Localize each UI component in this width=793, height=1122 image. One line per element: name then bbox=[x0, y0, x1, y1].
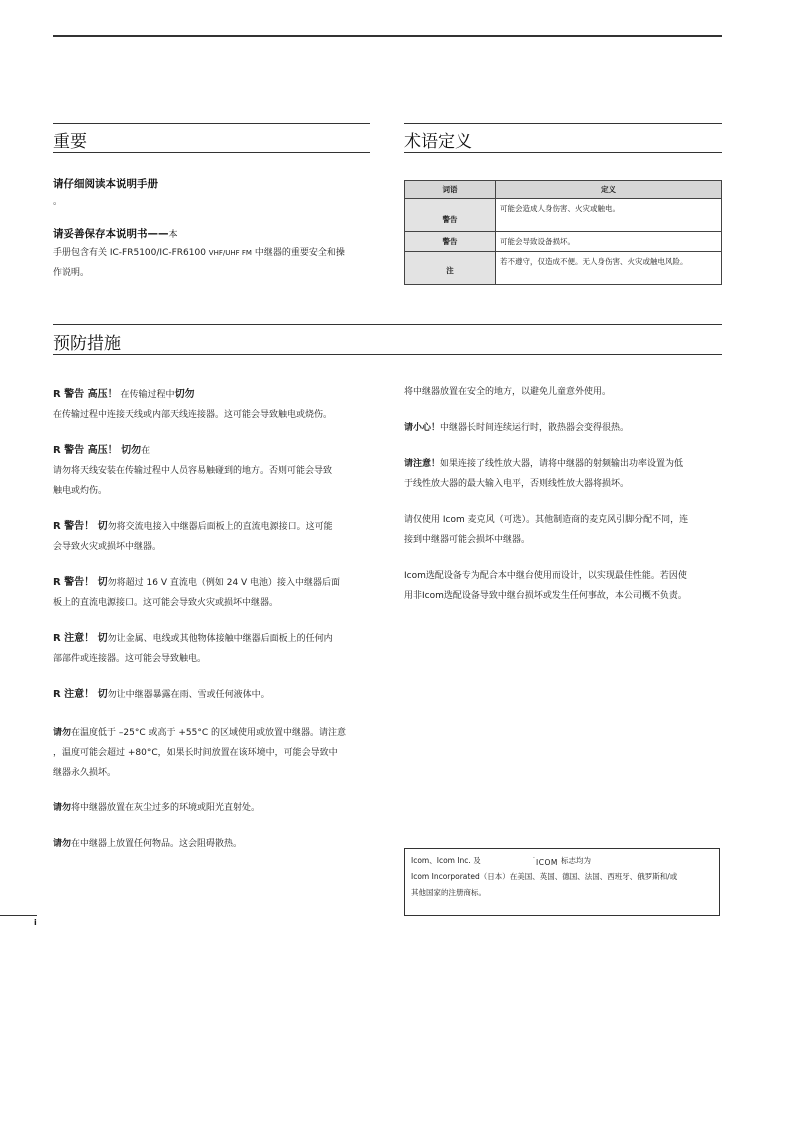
terms-row-term: 警告 bbox=[405, 232, 496, 252]
important-heading-2-tail: 本 bbox=[168, 230, 178, 240]
precaution-right-1 bbox=[404, 382, 724, 402]
precaution-item-1-lead3: 切勿 bbox=[174, 389, 195, 400]
precaution-item-5-lead: R 注意！ 切 bbox=[53, 633, 108, 644]
precaution-item-3-lead2: 勿将交流电接入中继器后面板上的直流电源接口。这可能 bbox=[107, 522, 333, 532]
icom-logo bbox=[533, 855, 558, 867]
icom-logo-mark-icon: · bbox=[533, 855, 536, 862]
precaution-note-2-bold: 请勿 bbox=[53, 803, 72, 813]
precaution-note-1-l1: 在温度低于 –25°C 或高于 +55°C 的区域使用或放置中继器。请注意 bbox=[71, 728, 346, 738]
precaution-right-3-bold: 请注意！ bbox=[404, 459, 441, 469]
terms-row bbox=[405, 199, 722, 232]
terms-row-term: 警告 bbox=[405, 199, 496, 232]
precaution-right-2-bold: 请小心！ bbox=[404, 423, 441, 433]
important-para-2a: 手册包含有关 IC-FR5100/IC-FR6100 bbox=[53, 248, 209, 258]
precaution-right-4 bbox=[404, 510, 724, 550]
precaution-right-5-l2: 用非Icom选配设备导致中继台损坏或发生任何事故，本公司概不负责。 bbox=[404, 591, 687, 601]
precaution-item-2-lead: R 警告 高压！ 切勿 bbox=[53, 445, 142, 456]
precaution-item-2-line2: 触电或灼伤。 bbox=[53, 486, 108, 496]
important-para-2 bbox=[53, 243, 345, 263]
terms-table bbox=[404, 180, 722, 285]
precautions-top-rule bbox=[53, 324, 722, 325]
precaution-item-2 bbox=[53, 441, 373, 501]
important-para-2-line2: 作说明。 bbox=[53, 268, 90, 278]
precaution-right-2-l1: 中继器长时间连续运行时，散热器会变得很热。 bbox=[440, 423, 630, 433]
precaution-right-1-l1: 将中继器放置在安全的地方，以避免儿童意外使用。 bbox=[404, 387, 612, 397]
precaution-item-4-line2: 板上的直流电源接口。这可能会导致火灾或损坏中继器。 bbox=[53, 598, 279, 608]
terms-header-row bbox=[405, 181, 722, 199]
page-number: i bbox=[34, 918, 37, 927]
precaution-item-5-lead2: 勿让金属、电线或其他物体接触中继器后面板上的任何内 bbox=[107, 634, 333, 644]
precaution-item-3 bbox=[53, 517, 373, 557]
icom-logo-text: ICOM bbox=[536, 858, 558, 867]
precaution-note-2-l1: 将中继器放置在灰尘过多的环境或阳光直射处。 bbox=[71, 803, 261, 813]
precaution-right-4-l2: 接到中继器可能会损坏中继器。 bbox=[404, 535, 531, 545]
precaution-right-4-l1: 请仅使用 Icom 麦克风（可选）。其他制造商的麦克风引脚分配不同，连 bbox=[404, 515, 689, 525]
precaution-item-2-lead2: 在 bbox=[141, 446, 151, 456]
trademark-line-1a: Icom、Icom Inc. 及 bbox=[411, 856, 481, 865]
important-bottom-rule bbox=[53, 152, 370, 153]
precaution-item-6 bbox=[53, 685, 373, 705]
precaution-note-3-bold: 请勿 bbox=[53, 839, 72, 849]
precaution-item-6-lead2: 勿让中继器暴露在雨、雪或任何液体中。 bbox=[107, 690, 270, 700]
precaution-note-1 bbox=[53, 723, 373, 783]
important-heading-2 bbox=[53, 226, 178, 241]
terms-bottom-rule bbox=[404, 152, 722, 153]
page-number-rule bbox=[0, 915, 37, 916]
precaution-note-1-l2: ，温度可能会超过 +80°C，如果长时间放置在该环境中，可能会导致中 bbox=[53, 748, 338, 758]
precaution-item-6-lead: R 注意！ 切 bbox=[53, 689, 108, 700]
terms-row bbox=[405, 252, 722, 285]
precaution-item-4 bbox=[53, 573, 373, 613]
terms-row-def: 可能会造成人身伤害、火灾或触电。 bbox=[496, 199, 722, 232]
precaution-item-1 bbox=[53, 385, 373, 425]
important-heading-2-bold: 请妥善保存本说明书—— bbox=[53, 228, 169, 240]
important-para-2b: VHF/UHF FM bbox=[208, 249, 252, 257]
precaution-note-1-bold: 请勿 bbox=[53, 728, 72, 738]
precaution-right-3-l1: 如果连接了线性放大器，请将中继器的射频输出功率设置为低 bbox=[440, 459, 684, 469]
precaution-item-2-line1: 请勿将天线安装在传输过程中人员容易触碰到的地方。否则可能会导致 bbox=[53, 466, 333, 476]
precaution-right-2 bbox=[404, 418, 724, 438]
terms-title: 术语定义 bbox=[404, 132, 472, 152]
precautions-title: 预防措施 bbox=[53, 334, 121, 354]
trademark-box bbox=[404, 848, 720, 916]
terms-row-def: 若不遵守，仅造成不便。无人身伤害、火灾或触电风险。 bbox=[496, 252, 722, 285]
important-heading-1: 请仔细阅读本说明手册 bbox=[53, 178, 158, 190]
precautions-bottom-rule bbox=[53, 354, 722, 355]
trademark-line-2: Icom Incorporated（日本）在美国、英国、德国、法国、西班牙、俄罗斯和/或 bbox=[411, 872, 678, 881]
precaution-item-3-line2: 会导致火灾或损坏中继器。 bbox=[53, 542, 162, 552]
precaution-item-5-line2: 部部件或连接器。这可能会导致触电。 bbox=[53, 654, 207, 664]
precaution-item-1-line2: 在传输过程中连接天线或内部天线连接器。这可能会导致触电或烧伤。 bbox=[53, 410, 333, 420]
important-title: 重要 bbox=[53, 132, 87, 152]
precaution-right-3 bbox=[404, 454, 724, 494]
top-rule bbox=[53, 35, 722, 37]
precaution-item-1-lead2: 在传输过程中 bbox=[120, 390, 175, 400]
terms-row-term: 注 bbox=[405, 252, 496, 285]
precaution-item-5 bbox=[53, 629, 373, 669]
precaution-right-5 bbox=[404, 566, 724, 606]
important-para-1: 。 bbox=[53, 197, 63, 207]
precaution-note-3 bbox=[53, 834, 373, 854]
precaution-right-5-l1: Icom选配设备专为配合本中继台使用而设计，以实现最佳性能。若因使 bbox=[404, 571, 687, 581]
trademark-line-3: 其他国家的注册商标。 bbox=[411, 888, 486, 897]
terms-col-def: 定义 bbox=[496, 181, 722, 199]
precaution-item-4-lead: R 警告！ 切 bbox=[53, 577, 108, 588]
trademark-line-1 bbox=[411, 853, 481, 869]
important-top-rule bbox=[53, 123, 370, 124]
precaution-note-3-l1: 在中继器上放置任何物品。这会阻碍散热。 bbox=[71, 839, 243, 849]
precaution-item-4-lead2: 勿将超过 16 V 直流电（例如 24 V 电池）接入中继器后面 bbox=[107, 578, 341, 588]
trademark-line-1b: 标志均为 bbox=[561, 856, 591, 865]
terms-col-term: 词语 bbox=[405, 181, 496, 199]
precaution-item-1-lead: R 警告 高压！ bbox=[53, 389, 118, 400]
terms-row-def: 可能会导致设备损坏。 bbox=[496, 232, 722, 252]
important-para-2c: 中继器的重要安全和操 bbox=[251, 248, 345, 258]
precaution-right-3-l2: 于线性放大器的最大输入电平，否则线性放大器将损坏。 bbox=[404, 479, 630, 489]
precaution-item-3-lead: R 警告！ 切 bbox=[53, 521, 108, 532]
terms-row bbox=[405, 232, 722, 252]
precaution-note-1-l3: 继器永久损坏。 bbox=[53, 768, 117, 778]
terms-top-rule bbox=[404, 123, 722, 124]
precaution-note-2 bbox=[53, 798, 373, 818]
